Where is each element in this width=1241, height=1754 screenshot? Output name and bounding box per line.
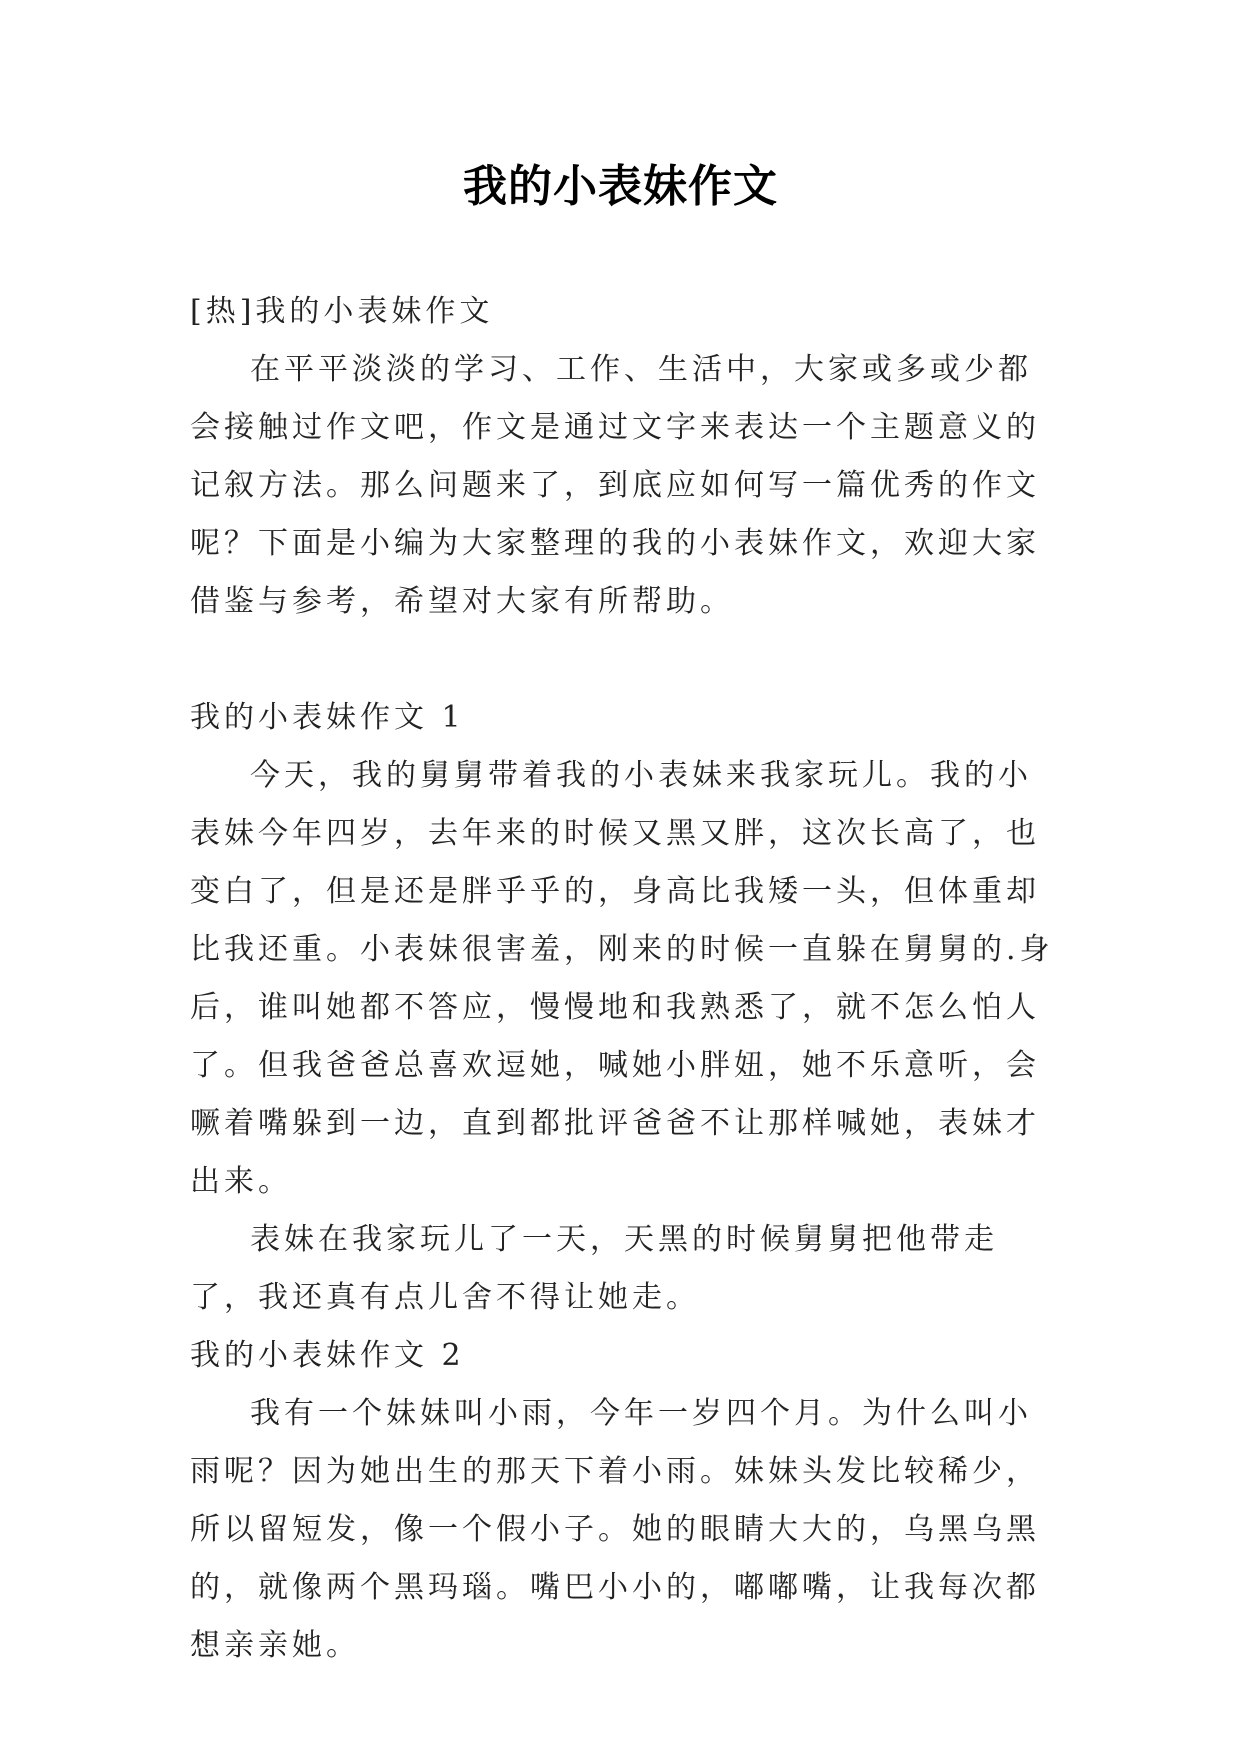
document-body: [190, 283, 1060, 1675]
essay-2-title: 我的小表妹作文 2: [190, 1338, 465, 1373]
intro-paragraph: 在平平淡淡的学习、工作、生活中，大家或多或少都会接触过作文吧，作文是通过文字来表达一个主题意义的记叙方法。那么问题来了，到底应如何写一篇优秀的作文呢？下面是小编为大家整理的我的小表妹作文，欢迎大家借鉴与参考，希望对大家有所帮助。: [190, 352, 1040, 619]
document-title: 我的小表妹作文: [463, 161, 778, 212]
section-spacer: [190, 631, 1060, 689]
essay-1-paragraph-1: 今天，我的舅舅带着我的小表妹来我家玩儿。我的小表妹今年四岁，去年来的时候又黑又胖，这次长高了，也变白了，但是还是胖乎乎的，身高比我矮一头，但体重却比我还重。小表妹很害羞，刚来的时候一直躲在舅舅的.身后，谁叫她都不答应，慢慢地和我熟悉了，就不怎么怕人了。但我爸爸总喜欢逗她，喊她小胖妞，她不乐意听，会噘着嘴躲到一边，直到都批评爸爸不让那样喊她，表妹才出来。: [190, 758, 1054, 1199]
essay-1-title: 我的小表妹作文 1: [190, 700, 465, 735]
essay-1-paragraph-2: 表妹在我家玩儿了一天，天黑的时候舅舅把他带走了，我还真有点儿舍不得让她走。: [190, 1222, 998, 1315]
essay-2-paragraph-1: 我有一个妹妹叫小雨，今年一岁四个月。为什么叫小雨呢？因为她出生的那天下着小雨。妹妹头发比较稀少，所以留短发，像一个假小子。她的眼睛大大的，乌黑乌黑的，就像两个黑玛瑙。嘴巴小小的，嘟嘟嘴，让我每次都想亲亲她。: [190, 1396, 1040, 1663]
article-heading: [热]我的小表妹作文: [190, 294, 494, 329]
